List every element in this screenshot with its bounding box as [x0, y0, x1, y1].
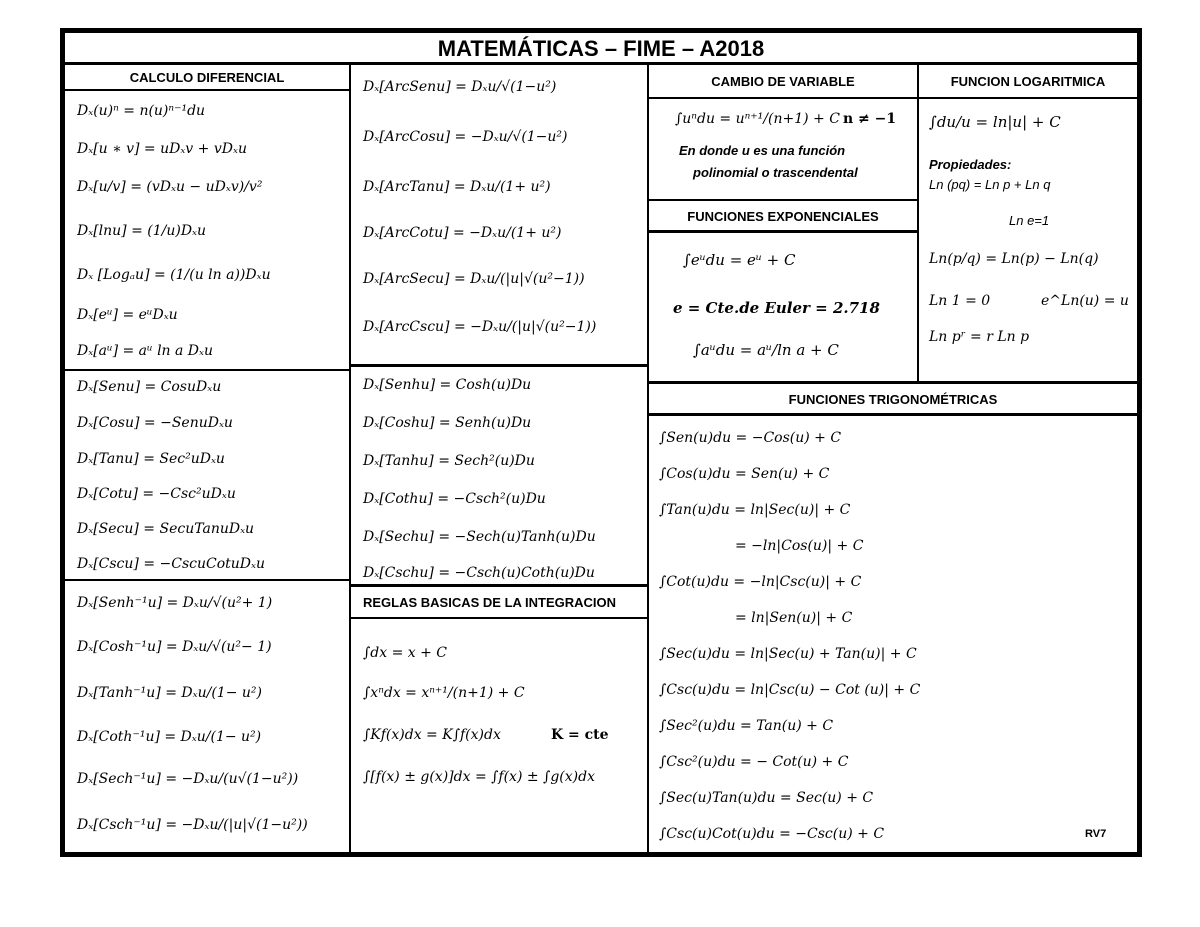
- formula-trig-5: Dₓ[Cscu] = −CscuCotuDₓu: [77, 556, 265, 572]
- formula-tint-6: ∫Sec(u)du = ln|Sec(u) + Tan(u)| + C: [659, 646, 917, 662]
- formula-invtrig-3: Dₓ[ArcCotu] = −Dₓu/(1+ u²): [363, 225, 562, 241]
- formula-tint-7: ∫Csc(u)du = ln|Csc(u) − Cot (u)| + C: [659, 682, 921, 698]
- formula-sheet: [60, 28, 1142, 857]
- formula-invtrig-4: Dₓ[ArcSecu] = Dₓu/(|u|√(u²−1)): [363, 271, 585, 287]
- formula-tint-10: ∫Sec(u)Tan(u)du = Sec(u) + C: [659, 790, 874, 806]
- log-props-label: Propiedades:: [929, 157, 1012, 172]
- formula-trig-2: Dₓ[Tanu] = Sec²uDₓu: [77, 451, 225, 467]
- formula-invtrig-2: Dₓ[ArcTanu] = Dₓu/(1+ u²): [363, 179, 551, 195]
- formula-invtrig-0: Dₓ[ArcSenu] = Dₓu/√(1−u²): [363, 79, 557, 95]
- formula-expo-0: ∫eᵘdu = eᵘ + C: [683, 251, 796, 269]
- formula-tint-4: ∫Cot(u)du = −ln|Csc(u)| + C: [659, 574, 862, 590]
- formula-hyp-1: Dₓ[Coshu] = Senh(u)Du: [363, 415, 532, 431]
- formula-hyp-5: Dₓ[Cschu] = −Csch(u)Coth(u)Du: [363, 565, 595, 581]
- revision-label: RV7: [1085, 828, 1107, 840]
- formula-hyp-0: Dₓ[Senhu] = Cosh(u)Du: [363, 377, 532, 393]
- log-prop-5: e^Ln(u) = u: [1041, 293, 1129, 309]
- log-prop-3: Ln(p/q) = Ln(p) − Ln(q): [929, 251, 1099, 267]
- formula-expo-2: ∫aᵘdu = aᵘ/ln a + C: [693, 341, 839, 359]
- formula-tint-5: = ln|Sen(u)| + C: [735, 610, 853, 626]
- formula-invhyp-3: Dₓ[Coth⁻¹u] = Dₓu/(1− u²): [77, 729, 262, 745]
- formula-calc-6: Dₓ[aᵘ] = aᵘ ln a Dₓu: [77, 343, 214, 359]
- sheet-title: MATEMÁTICAS – FIME – A2018: [65, 33, 1137, 65]
- log-header: FUNCION LOGARITMICA: [919, 65, 1137, 99]
- formula-invhyp-2: Dₓ[Tanh⁻¹u] = Dₓu/(1− u²): [77, 685, 262, 701]
- inv-hyp-box: [65, 581, 351, 857]
- formula-tint-2: ∫Tan(u)du = ln|Sec(u)| + C: [659, 502, 851, 518]
- formula-invhyp-4: Dₓ[Sech⁻¹u] = −Dₓu/(u√(1−u²)): [77, 771, 299, 787]
- formula-tint-11: ∫Csc(u)Cot(u)du = −Csc(u) + C: [659, 826, 885, 842]
- formula-tint-3: = −ln|Cos(u)| + C: [735, 538, 864, 554]
- trig-deriv-box: [65, 371, 351, 581]
- inv-trig-box: [351, 65, 649, 367]
- formula-calc-3: Dₓ[lnu] = (1/u)Dₓu: [77, 223, 207, 239]
- cambio-note-2: polinomial o trascendental: [693, 165, 858, 180]
- reglas-box: [351, 587, 649, 857]
- expo-header: FUNCIONES EXPONENCIALES: [649, 201, 917, 233]
- formula-tint-8: ∫Sec²(u)du = Tan(u) + C: [659, 718, 834, 734]
- formula-tint-1: ∫Cos(u)du = Sen(u) + C: [659, 466, 830, 482]
- calculo-box: [65, 65, 351, 371]
- regla-k-note: K = cte: [551, 727, 609, 743]
- trig-int-header: FUNCIONES TRIGONOMÉTRICAS: [649, 384, 1137, 416]
- formula-tint-0: ∫Sen(u)du = −Cos(u) + C: [659, 430, 842, 446]
- formula-regla-3: ∫[f(x) ± g(x)]dx = ∫f(x) ± ∫g(x)dx: [363, 769, 595, 785]
- formula-invtrig-5: Dₓ[ArcCscu] = −Dₓu/(|u|√(u²−1)): [363, 319, 597, 335]
- formula-calc-5: Dₓ[eᵘ] = eᵘDₓu: [77, 307, 178, 323]
- log-prop-2: Ln e=1: [1009, 213, 1050, 228]
- calculo-header: CALCULO DIFERENCIAL: [65, 65, 349, 91]
- formula-expo-1: e = Cte.de Euler = 2.718: [673, 299, 880, 317]
- formula-trig-4: Dₓ[Secu] = SecuTanuDₓu: [77, 521, 255, 537]
- formula-trig-3: Dₓ[Cotu] = −Csc²uDₓu: [77, 486, 236, 502]
- log-box: [919, 65, 1137, 381]
- formula-invhyp-0: Dₓ[Senh⁻¹u] = Dₓu/√(u²+ 1): [77, 595, 273, 611]
- formula-invtrig-1: Dₓ[ArcCosu] = −Dₓu/√(1−u²): [363, 129, 568, 145]
- formula-hyp-3: Dₓ[Cothu] = −Csch²(u)Du: [363, 491, 546, 507]
- formula-regla-1: ∫xⁿdx = xⁿ⁺¹/(n+1) + C: [363, 685, 525, 701]
- hyp-box: [351, 367, 649, 587]
- formula-calc-4: Dₓ [Logₐu] = (1/(u ln a))Dₓu: [77, 267, 271, 283]
- formula-invhyp-5: Dₓ[Csch⁻¹u] = −Dₓu/(|u|√(1−u²)): [77, 817, 308, 833]
- formula-tint-9: ∫Csc²(u)du = − Cot(u) + C: [659, 754, 849, 770]
- cambio-condition: n ≠ −1: [843, 111, 897, 127]
- formula-trig-1: Dₓ[Cosu] = −SenuDₓu: [77, 415, 233, 431]
- formula-regla-0: ∫dx = x + C: [363, 645, 448, 661]
- reglas-header: REGLAS BASICAS DE LA INTEGRACION: [351, 587, 647, 619]
- log-prop-4: Ln 1 = 0: [929, 293, 991, 309]
- formula-cambio: ∫uⁿdu = uⁿ⁺¹/(n+1) + C: [675, 111, 840, 127]
- trig-int-box: [649, 381, 1137, 857]
- formula-trig-0: Dₓ[Senu] = CosuDₓu: [77, 379, 222, 395]
- cambio-note-1: En donde u es una función: [679, 143, 846, 158]
- expo-box: [649, 201, 919, 381]
- formula-invhyp-1: Dₓ[Cosh⁻¹u] = Dₓu/√(u²− 1): [77, 639, 272, 655]
- formula-hyp-4: Dₓ[Sechu] = −Sech(u)Tanh(u)Du: [363, 529, 596, 545]
- log-prop-6: Ln pʳ = r Ln p: [929, 329, 1030, 345]
- formula-regla-2: ∫Kf(x)dx = K∫f(x)dx: [363, 727, 501, 743]
- formula-calc-0: Dₓ(u)ⁿ = n(u)ⁿ⁻¹du: [77, 103, 206, 119]
- cambio-header: CAMBIO DE VARIABLE: [649, 65, 917, 99]
- formula-calc-2: Dₓ[u/v] = (vDₓu − uDₓv)/v²: [77, 179, 263, 195]
- formula-calc-1: Dₓ[u ∗ v] = uDₓv + vDₓu: [77, 141, 247, 157]
- log-prop-1: Ln (pq) = Ln p + Ln q: [929, 177, 1051, 192]
- formula-hyp-2: Dₓ[Tanhu] = Sech²(u)Du: [363, 453, 535, 469]
- formula-log: ∫du/u = ln|u| + C: [929, 113, 1061, 131]
- cambio-box: [649, 65, 919, 201]
